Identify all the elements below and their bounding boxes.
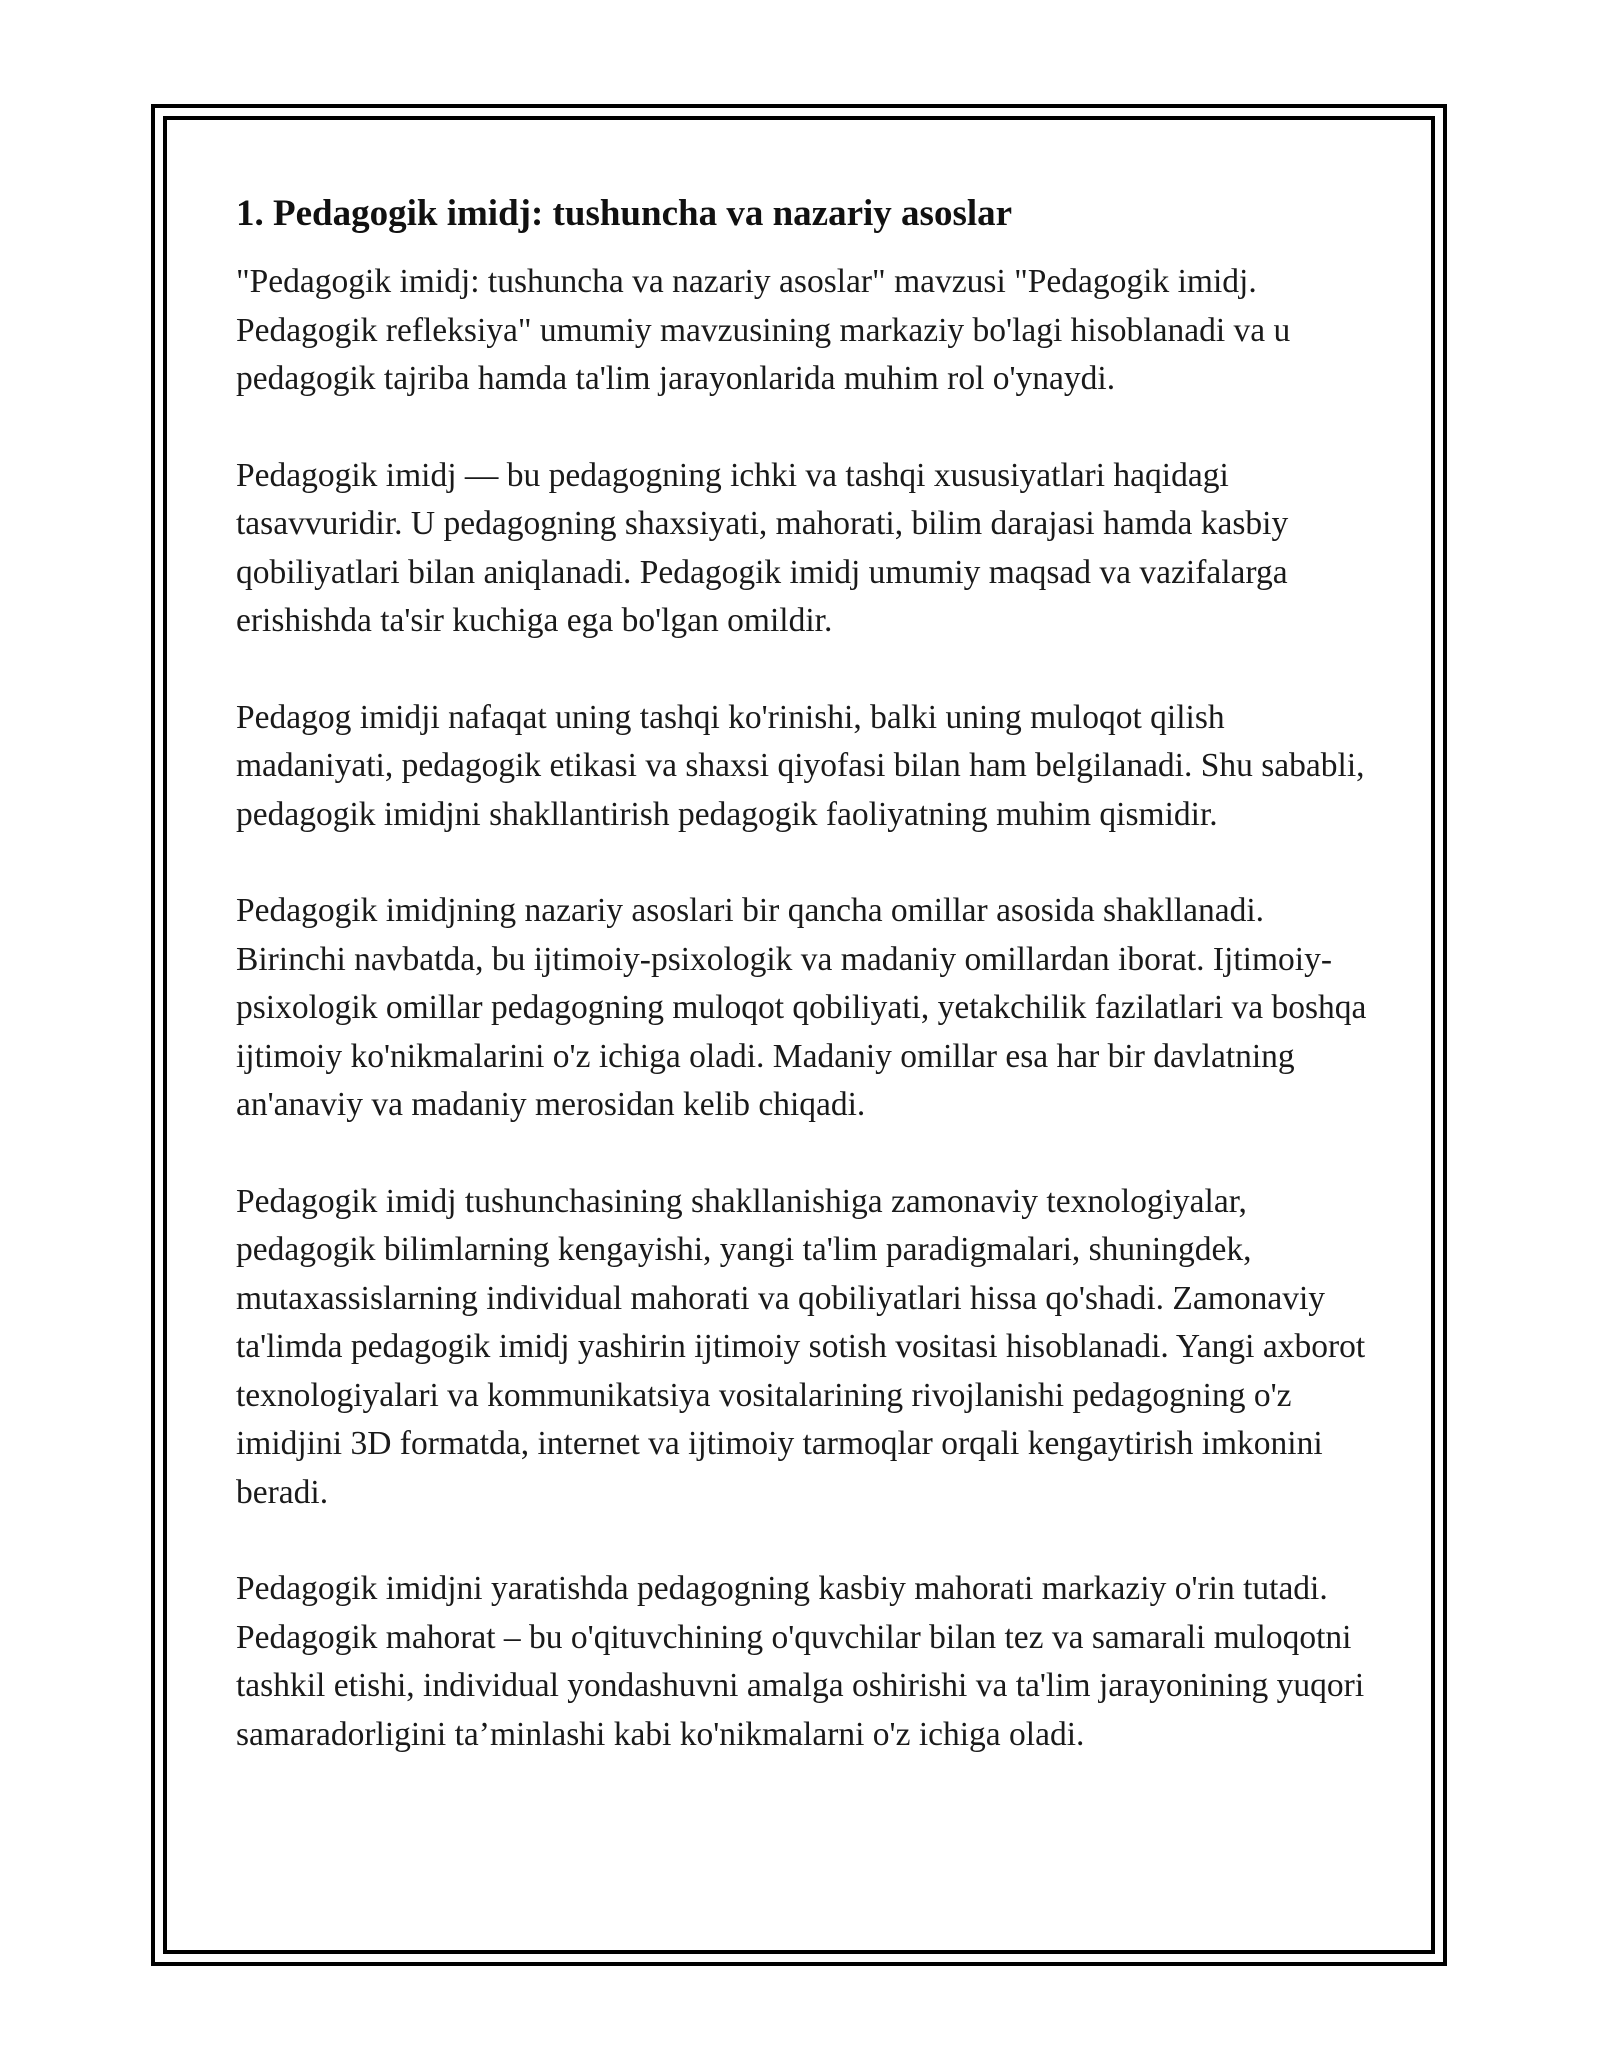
paragraph-intro: "Pedagogik imidj: tushuncha va nazariy asoslar" mavzusi "Pedagogik imidj. Pedagogik refleksiya" umumiy mavzusining markaziy bo'lagi hisoblanadi va u pedagogik tajriba hamda ta'lim jarayonlarida muhim rol o'ynaydi. [236,263,1291,397]
paragraph-professional-skill: Pedagogik imidjni yaratishda pedagogning kasbiy mahorati markaziy o'rin tutadi. Pedagogik mahorat – bu o'qituvchining o'quvchilar bilan tez va samarali muloqotni tashkil etishi, individual yondashuvni amalga oshirishi va ta'lim jarayonining yuqori samaradorligini ta’minlashi kabi ko'nikmalarni o'z ichiga oladi. [236,1570,1365,1753]
paragraph-appearance: Pedagog imidji nafaqat uning tashqi ko'rinishi, balki uning muloqot qilish madaniyati, pedagogik etikasi va shaxsi qiyofasi bilan ham belgilanadi. Shu sababli, pedagogik imidjni shakllantirish pedagogik faoliyatning muhim qismidir. [236,698,1365,833]
paragraph-definition: Pedagogik imidj — bu pedagogning ichki va tashqi xususiyatlari haqidagi tasavvuridir. U pedagogning shaxsiyati, mahorati, bilim darajasi hamda kasbiy qobiliyatlari bilan aniqlanadi. Pedagogik imidj umumiy maqsad va vazifalarga erishishda ta'sir kuchiga ega bo'lgan omildir. [236,456,1289,639]
document-body [236,186,1372,1807]
paragraph-modern-technologies: Pedagogik imidj tushunchasining shakllanishiga zamonaviy texnologiyalar, pedagogik bilimlarning kengayishi, yangi ta'lim paradigmalari, shuningdek, mutaxassislarning individual mahorati va qobiliyatlari hissa qo'shadi. Zamonaviy ta'limda pedagogik imidj yashirin ijtimoiy sotish vositasi hisoblanadi. Yangi axborot texnologiyalari va kommunikatsiya vositalarining rivojlanishi pedagogning o'z imidjini 3D formatda, internet va ijtimoiy tarmoqlar orqali kengaytirish imkonini beradi. [236,1182,1366,1511]
section-heading: 1. Pedagogik imidj: tushuncha va nazariy asoslar [236,193,1013,234]
paragraph-theoretical-basis: Pedagogik imidjning nazariy asoslari bir qancha omillar asosida shakllanadi. Birinchi navbatda, bu ijtimoiy-psixologik va madaniy omillardan iborat. Ijtimoiy-psixologik omillar pedagogning muloqot qobiliyati, yetakchilik fazilatlari va boshqa ijtimoiy ko'nikmalarini o'z ichiga oladi. Madaniy omillar esa har bir davlatning an'anaviy va madaniy merosidan kelib chiqadi. [236,892,1367,1123]
